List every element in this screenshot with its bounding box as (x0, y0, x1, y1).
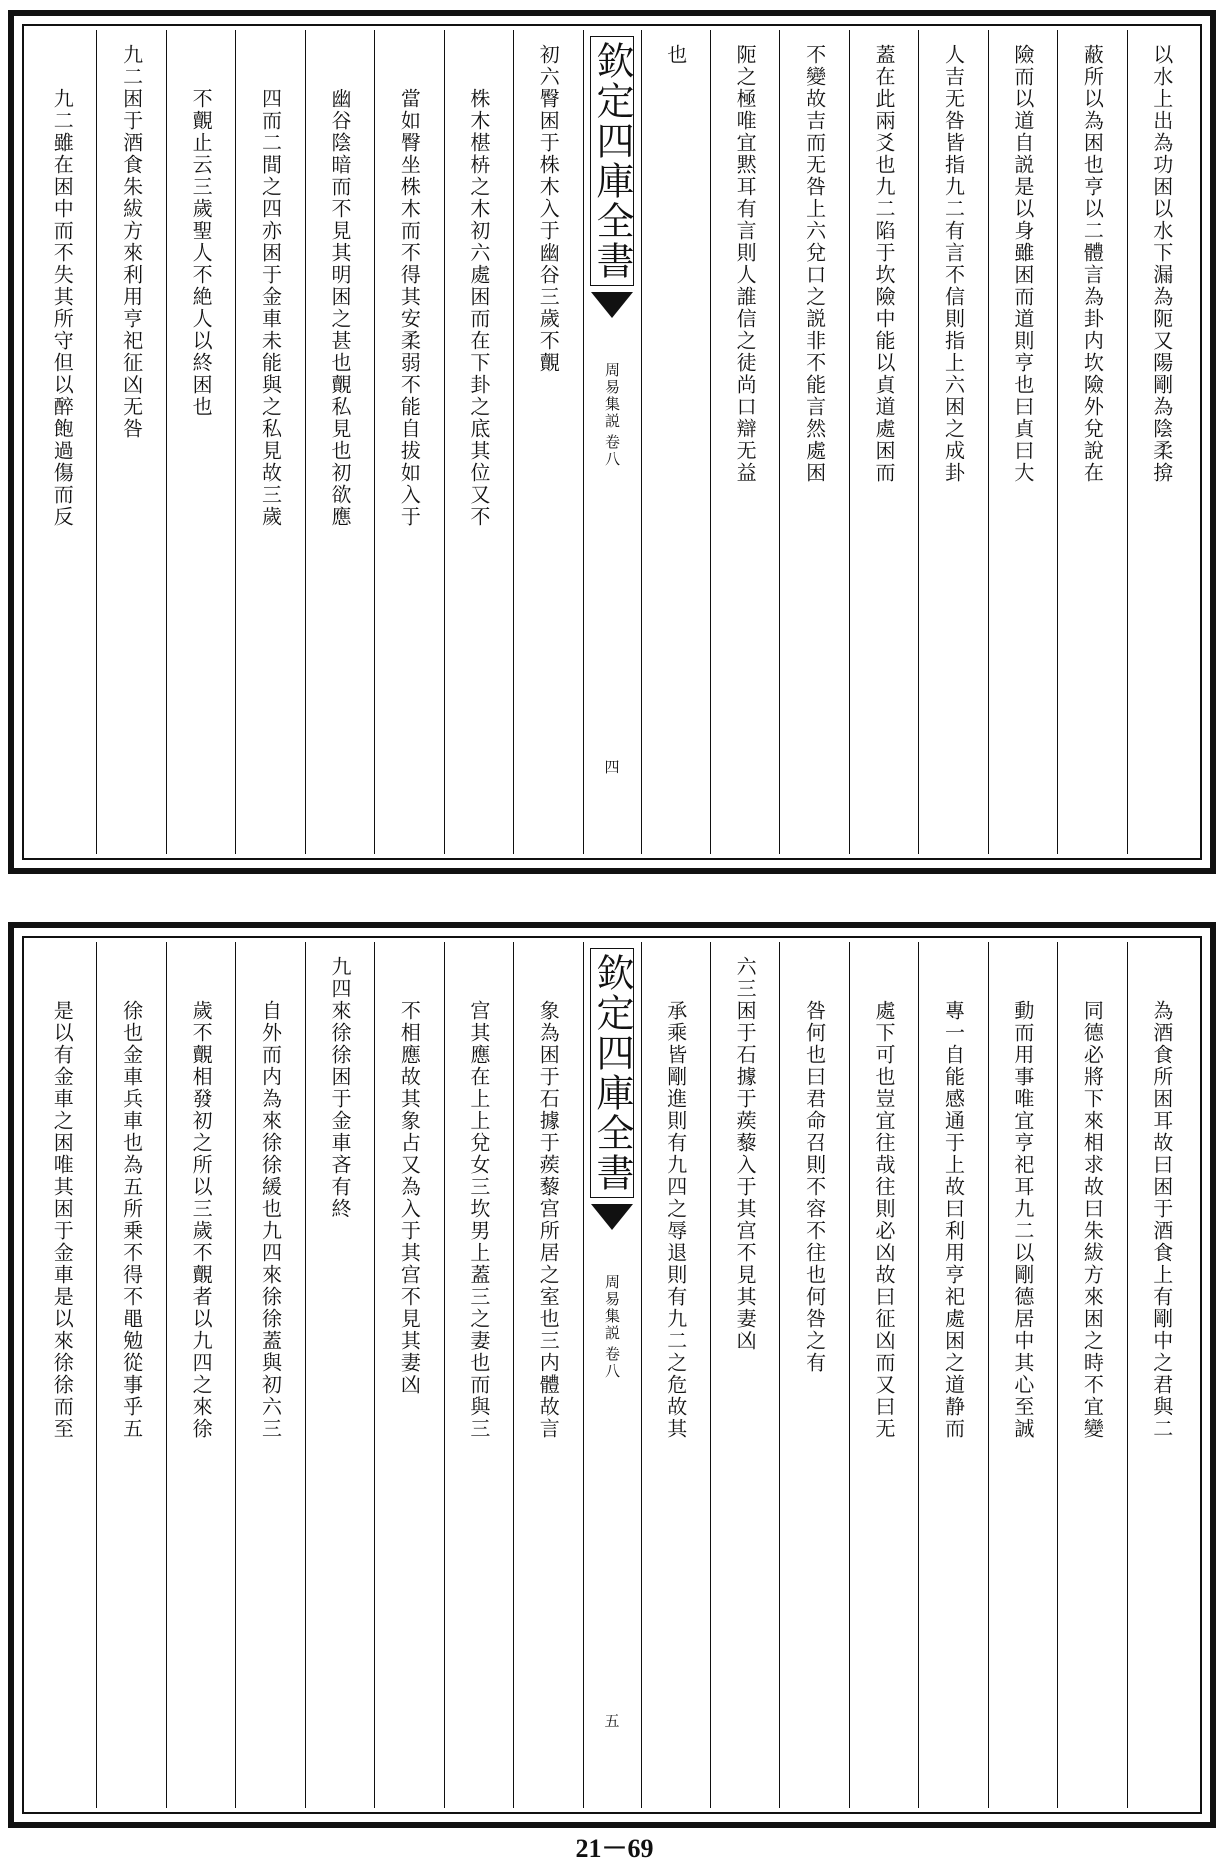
work-title: 周易集説 (603, 362, 621, 430)
hexagram-line-text: 九四來徐徐困于金車吝有終 (327, 956, 352, 1220)
commentary-text: 是以有金車之困唯其困于金車是以來徐徐而至 (50, 1000, 75, 1440)
commentary-text: 專一自能感通于上故曰利用亨祀處困之道静而 (941, 1000, 966, 1440)
text-column (444, 942, 513, 1808)
text-column (305, 942, 374, 1808)
text-column (305, 30, 374, 854)
commentary-text: 處下可也豈宜往哉往則必凶故曰征凶而又曰无 (872, 1000, 897, 1440)
commentary-text: 動而用事唯宜亨祀耳九二以剛德居中其心至誠 (1010, 1000, 1035, 1440)
volume-label (603, 362, 621, 468)
text-column (849, 30, 918, 854)
commentary-text: 險而以道自説是以身雖困而道則亨也曰貞曰大 (1010, 44, 1035, 484)
commentary-text: 當如臀坐株木而不得其安柔弱不能自拔如入于 (397, 88, 422, 528)
commentary-text: 為酒食所困耳故曰困于酒食上有剛中之君與二 (1149, 1000, 1174, 1440)
bottom-page-frame (8, 922, 1216, 1828)
commentary-text: 人吉无咎皆指九二有言不信則指上六困之成卦 (941, 44, 966, 484)
commentary-text: 承乘皆剛進則有九四之辱退則有九二之危故其 (663, 1000, 688, 1440)
top-page-frame (8, 10, 1216, 874)
text-column (96, 30, 165, 854)
hexagram-line-text: 六三困于石據于蒺藜入于其宫不見其妻凶 (733, 956, 758, 1352)
text-column (988, 30, 1057, 854)
commentary-text: 宫其應在上上兌女三坎男上蓋三之妻也而與三 (466, 1000, 491, 1440)
commentary-text: 不覿止云三歲聖人不絶人以終困也 (189, 88, 214, 418)
text-column (710, 30, 779, 854)
commentary-text: 九二雖在困中而不失其所守但以醉飽過傷而反 (50, 88, 75, 528)
text-column (374, 942, 443, 1808)
commentary-text: 幽谷陰暗而不見其明困之甚也覿私見也初欲應 (327, 88, 352, 528)
commentary-text: 蔽所以為困也亨以二體言為卦内坎險外兌說在 (1080, 44, 1105, 484)
commentary-text: 蓋在此兩爻也九二陷于坎險中能以貞道處困而 (872, 44, 897, 484)
text-column (710, 942, 779, 1808)
commentary-text: 咎何也曰君命召則不容不往也何咎之有 (802, 1000, 827, 1374)
fishtail-mark-icon (591, 1204, 633, 1234)
commentary-text: 徐也金車兵車也為五所乗不得不黽勉從事乎五 (119, 1000, 144, 1440)
text-column (779, 942, 848, 1808)
leaf-number: 五 (602, 1713, 621, 1728)
text-column (1057, 942, 1126, 1808)
commentary-text: 自外而内為來徐徐緩也九四來徐徐蓋與初六三 (258, 1000, 283, 1440)
text-column (374, 30, 443, 854)
commentary-text: 株木椹枿之木初六處困而在下卦之底其位又不 (466, 88, 491, 528)
text-column (779, 30, 848, 854)
text-column (166, 942, 235, 1808)
text-column (918, 942, 987, 1808)
text-column (235, 942, 304, 1808)
text-column (641, 30, 710, 854)
hexagram-line-text: 初六臀困于株木入于幽谷三歲不覿 (536, 44, 561, 374)
text-column (988, 942, 1057, 1808)
text-column (96, 942, 165, 1808)
bottom-text-columns (28, 942, 1196, 1808)
text-column (166, 30, 235, 854)
text-column (513, 942, 582, 1808)
text-column (849, 942, 918, 1808)
text-column (513, 30, 582, 854)
book-title: 欽定四庫全書 (590, 36, 634, 286)
volume-label (603, 1274, 621, 1380)
text-column (1127, 30, 1196, 854)
text-column (1127, 942, 1196, 1808)
center-fold-column (583, 30, 641, 854)
commentary-text: 歲不覿相發初之所以三歲不覿者以九四之來徐 (189, 1000, 214, 1440)
top-text-columns (28, 30, 1196, 854)
commentary-text: 以水上出為功困以水下漏為阨又陽剛為陰柔揜 (1149, 44, 1174, 484)
text-column (28, 30, 96, 854)
page-number: 21－69 (575, 1834, 654, 1863)
leaf-number: 四 (602, 759, 621, 774)
commentary-text: 象為困于石據于蒺藜宫所居之室也三内體故言 (536, 1000, 561, 1440)
book-title: 欽定四庫全書 (590, 948, 634, 1198)
commentary-text: 阨之極唯宜黙耳有言則人誰信之徒尚口辯无益 (733, 44, 758, 484)
text-column (444, 30, 513, 854)
juan-number: 卷八 (603, 434, 621, 468)
text-column (1057, 30, 1126, 854)
center-fold-column (583, 942, 641, 1808)
fishtail-mark-icon (591, 292, 633, 322)
commentary-text: 同德必將下來相求故曰朱紱方來困之時不宜變 (1080, 1000, 1105, 1440)
text-column (235, 30, 304, 854)
work-title: 周易集説 (603, 1274, 621, 1342)
commentary-text: 不相應故其象占又為入于其宫不見其妻凶 (397, 1000, 422, 1396)
hexagram-line-text: 九二困于酒食朱紱方來利用亨祀征凶无咎 (119, 44, 144, 440)
text-column (641, 942, 710, 1808)
commentary-text: 也 (663, 44, 688, 66)
commentary-text: 不變故吉而无咎上六兌口之説非不能言然處困 (802, 44, 827, 484)
text-column (28, 942, 96, 1808)
commentary-text: 四而二間之四亦困于金車未能與之私見故三歲 (258, 88, 283, 528)
text-column (918, 30, 987, 854)
juan-number: 卷八 (603, 1346, 621, 1380)
